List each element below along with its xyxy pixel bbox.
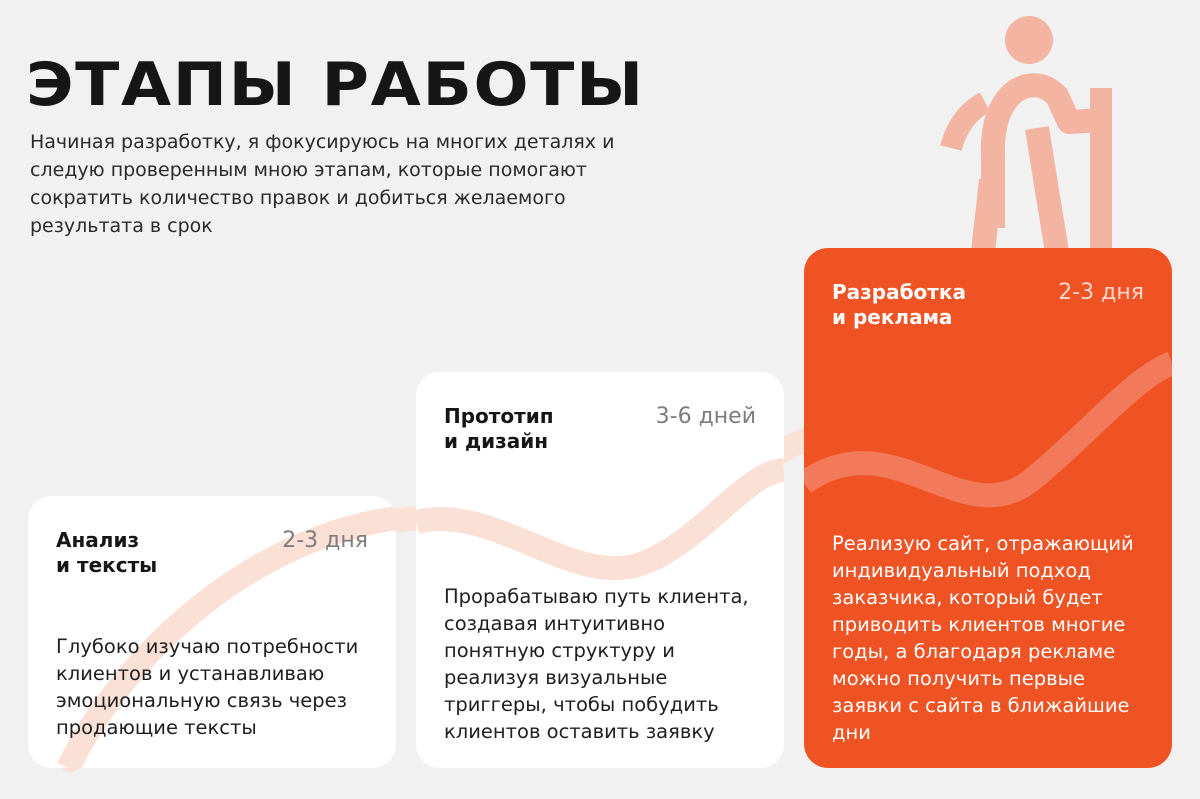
stage-card-design — [416, 372, 784, 768]
stage-description: Прорабатываю путь клиента, создавая интуитивно понятную структуру и реализуя визуальные триггеры, чтобы побудить клиентов оставить заявку — [444, 585, 749, 743]
stage-description: Реализую сайт, отражающий индивидуальный подход заказчика, который будет приводить клиентов многие годы, а благодаря рекламе можно получить первые заявки с сайта в ближайшие дни — [832, 532, 1134, 744]
stage-title: Анализ и тексты — [56, 528, 158, 577]
page-subtitle: Начиная разработку, я фокусируюсь на многих деталях и следую проверенным мною этапам, которые помогают сократить количество правок и добиться желаемого результата в срок — [30, 131, 615, 237]
stage-duration: 2-3 дня — [282, 528, 368, 553]
stage-title: Разработка и реклама — [832, 280, 966, 329]
stage-duration: 3-6 дней — [655, 404, 756, 429]
page-title: ЭТАПЫ РАБОТЫ — [26, 50, 645, 120]
stage-description: Глубоко изучаю потребности клиентов и устанавливаю эмоциональную связь через продающие тексты — [56, 635, 359, 739]
stage-duration: 2-3 дня — [1058, 280, 1144, 305]
stage-card-analysis — [28, 496, 396, 768]
stage-card-development — [804, 248, 1172, 768]
stage-title: Прототип и дизайн — [444, 404, 554, 453]
